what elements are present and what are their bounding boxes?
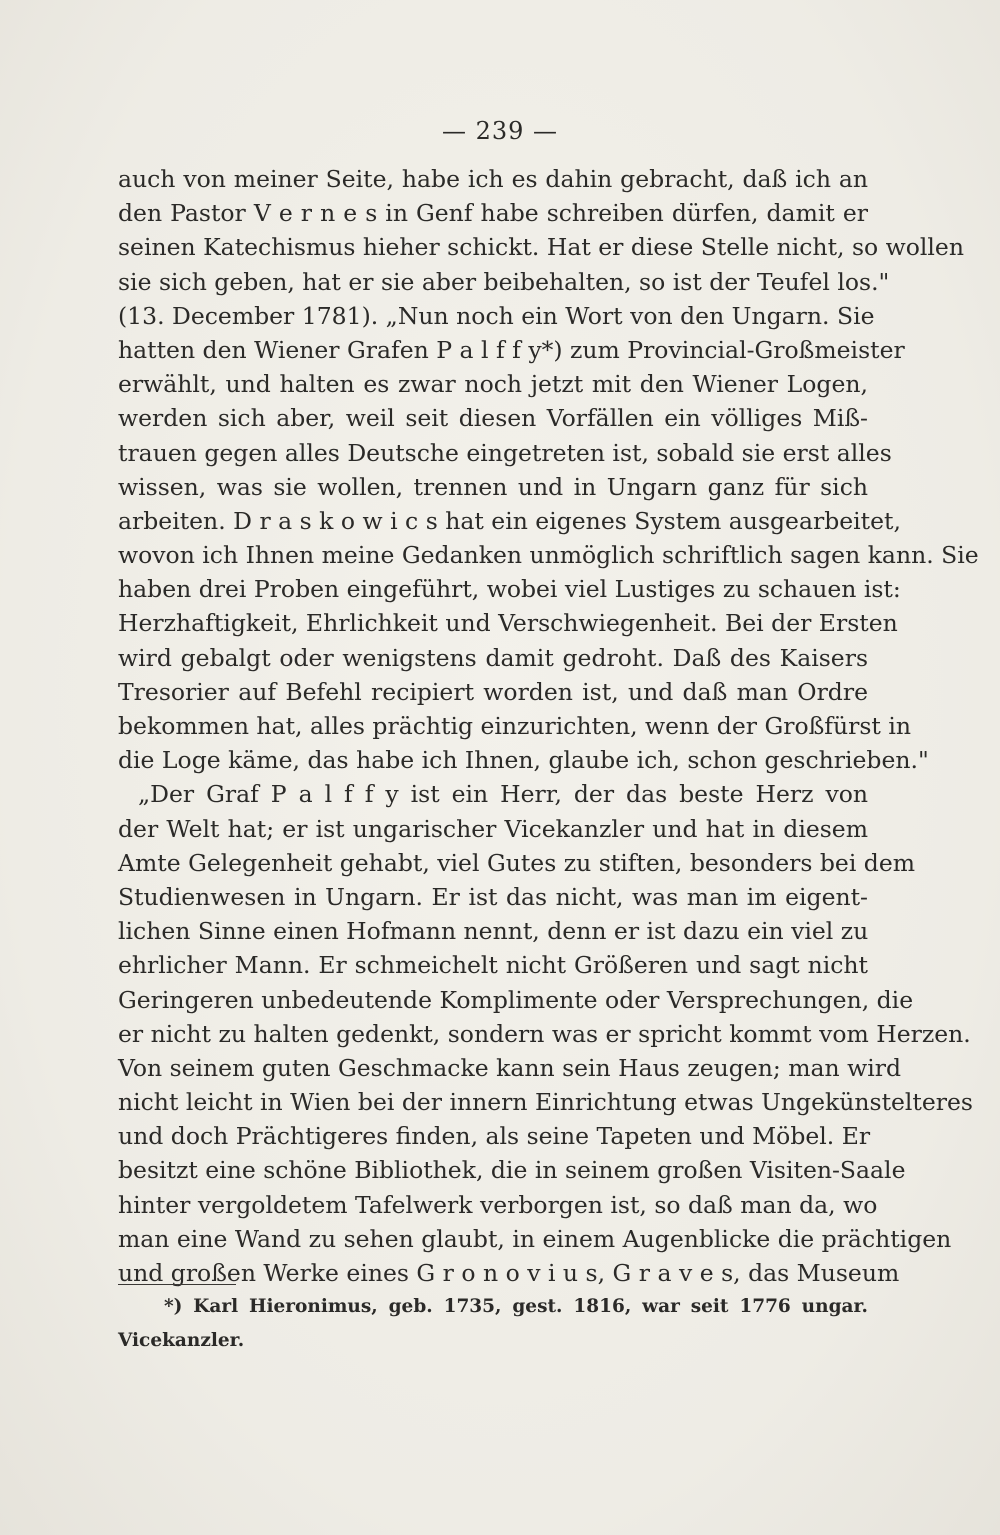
footnote: [118, 1290, 868, 1358]
text-line: Studienwesen in Ungarn. Er ist das nicht, was man im eigent-: [118, 882, 868, 911]
text-line: wissen, was sie wollen, trennen und in Ungarn ganz für sich: [118, 472, 868, 501]
text-line: Herzhaftigkeit, Ehrlichkeit und Verschwiegenheit. Bei der Ersten: [118, 609, 898, 638]
text-line: auch von meiner Seite, habe ich es dahin gebracht, daß ich an: [118, 165, 868, 193]
text-line: die Loge käme, das habe ich Ihnen, glaube ich, schon geschrieben.": [118, 746, 929, 775]
text-line: Von seinem guten Geschmacke kann sein Haus zeugen; man wird: [118, 1053, 902, 1082]
text-line: trauen gegen alles Deutsche eingetreten ist, sobald sie erst alles: [118, 438, 892, 467]
text-line: und großen Werke eines G r o n o v i u s, G r a v e s, das Museum: [118, 1259, 900, 1287]
text-line: besitzt eine schöne Bibliothek, die in seinem großen Visiten-Saale: [118, 1156, 906, 1185]
text-line: arbeiten. D r a s k o w i c s hat ein eigenes System ausgearbeitet,: [118, 506, 901, 535]
text-line: (13. December 1781). „Nun noch ein Wort von den Ungarn. Sie: [118, 301, 875, 330]
text-line: sie sich geben, hat er sie aber beibehalten, so ist der Teufel los.": [118, 267, 890, 296]
text-line: ehrlicher Mann. Er schmeichelt nicht Größeren und sagt nicht: [118, 951, 868, 980]
footnote-line: Vicekanzler.: [118, 1330, 245, 1351]
text-line: man eine Wand zu sehen glaubt, in einem Augenblicke die prächtigen: [118, 1224, 952, 1253]
text-line: wovon ich Ihnen meine Gedanken unmöglich schriftlich sagen kann. Sie: [118, 541, 979, 570]
footnote-line: *) Karl Hieronimus, geb. 1735, gest. 1816, war seit 1776 ungar.: [164, 1296, 868, 1317]
text-line: der Welt hat; er ist ungarischer Vicekanzler und hat in diesem: [118, 814, 868, 843]
text-line: und doch Prächtigeres finden, als seine Tapeten und Möbel. Er: [118, 1122, 871, 1151]
text-line: er nicht zu halten gedenkt, sondern was er spricht kommt vom Herzen.: [118, 1019, 971, 1048]
text-line: seinen Katechismus hieher schickt. Hat er diese Stelle nicht, so wollen: [118, 233, 964, 262]
text-line: Geringeren unbedeutende Komplimente oder Versprechungen, die: [118, 985, 914, 1014]
text-line: nicht leicht in Wien bei der innern Einrichtung etwas Ungekünstelteres: [118, 1088, 973, 1117]
text-line: Tresorier auf Befehl recipiert worden ist, und daß man Ordre: [118, 677, 868, 706]
text-line: hatten den Wiener Grafen P a l f f y*) zum Provincial-Großmeister: [118, 335, 905, 364]
text-line: „Der Graf P a l f f y ist ein Herr, der das beste Herz von: [138, 780, 868, 809]
text-line: haben drei Proben eingeführt, wobei viel Lustiges zu schauen ist:: [118, 575, 901, 604]
text-line: lichen Sinne einen Hofmann nennt, denn er ist dazu ein viel zu: [118, 917, 869, 946]
page-number: — 239 —: [441, 117, 559, 145]
text-line: den Pastor V e r n e s in Genf habe schreiben dürfen, damit er: [118, 199, 868, 228]
text-line: erwählt, und halten es zwar noch jetzt mit den Wiener Logen,: [118, 370, 868, 399]
text-line: Amte Gelegenheit gehabt, viel Gutes zu stiften, besonders bei dem: [118, 848, 916, 877]
text-line: werden sich aber, weil seit diesen Vorfällen ein völliges Miß-: [118, 404, 868, 433]
text-line: bekommen hat, alles prächtig einzurichten, wenn der Großfürst in: [118, 712, 911, 740]
body-text: [118, 162, 979, 1290]
footnote-divider: [118, 1284, 236, 1285]
text-line: hinter vergoldetem Tafelwerk verborgen ist, so daß man da, wo: [118, 1190, 878, 1219]
text-line: wird gebalgt oder wenigstens damit gedroht. Daß des Kaisers: [118, 643, 868, 672]
